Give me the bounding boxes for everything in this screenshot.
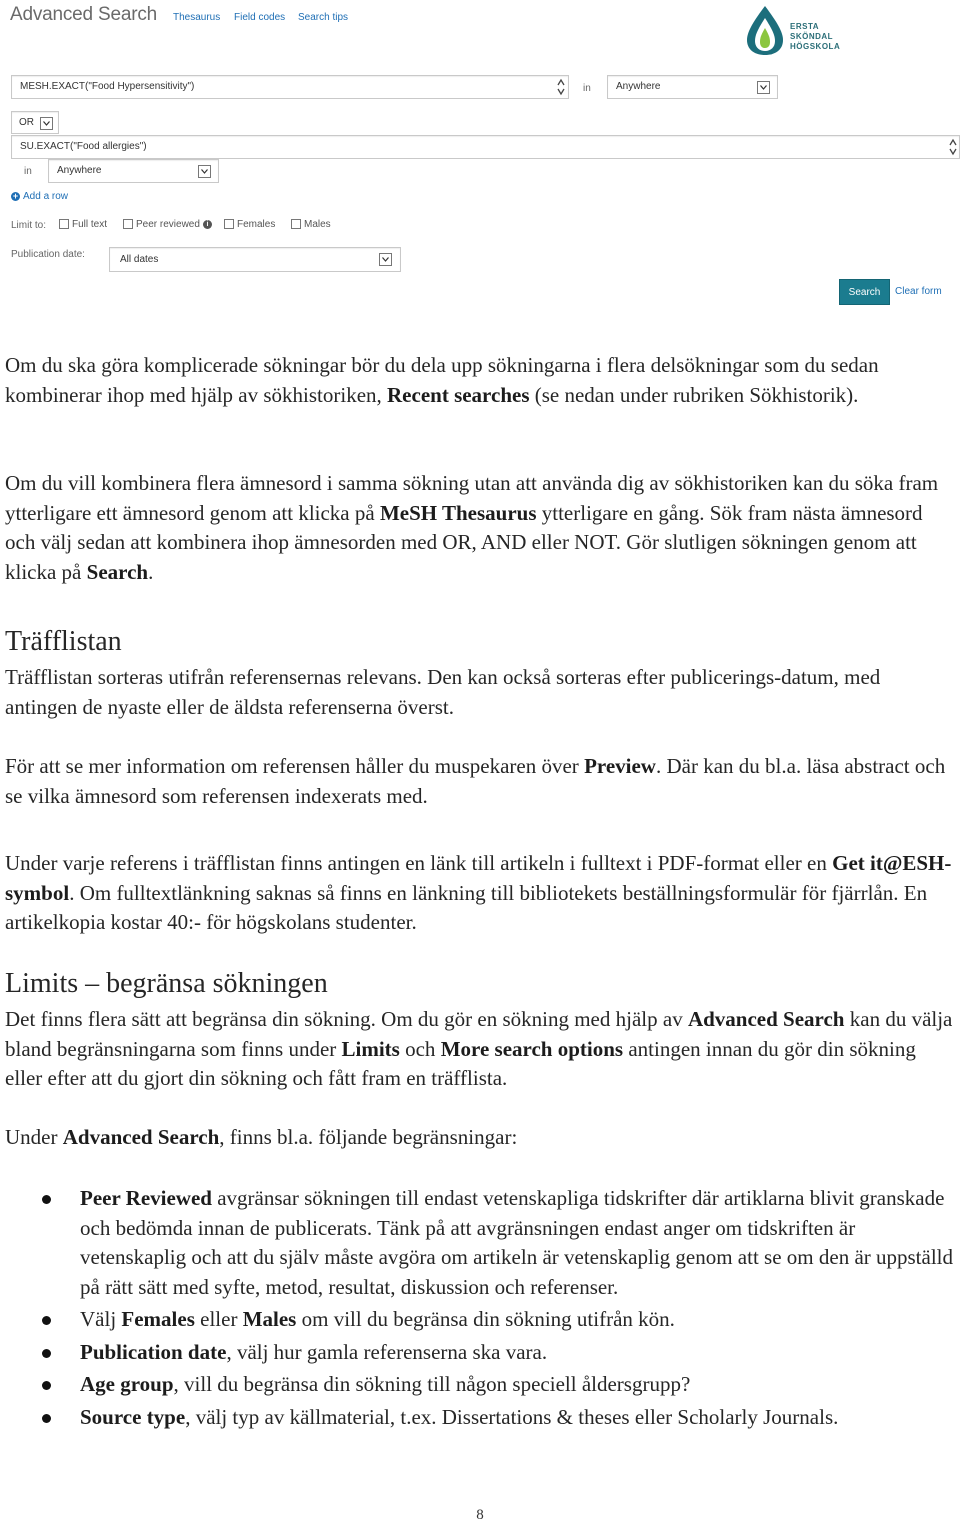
publication-date-select[interactable] — [109, 247, 401, 272]
list-item: Publication date, välj hur gamla referenserna ska vara. — [5, 1338, 957, 1368]
search-tips-link[interactable]: Search tips — [298, 12, 349, 23]
limit-peer-reviewed-label: Peer reviewed — [136, 219, 200, 230]
checkbox[interactable] — [291, 219, 301, 229]
row2-spinner-icon[interactable] — [948, 138, 957, 156]
get-it-esh-term: Get it@ESH-symbol — [5, 851, 952, 905]
query-row2-value: SU.EXACT("Food allergies") — [20, 141, 147, 152]
paragraph-preview: För att se mer information om referensen håller du muspekaren över Preview. Där kan du bl.a. läsa abstract och se vilka ämnesord som referensen indexerats med. — [5, 754, 946, 808]
limit-full-text-label: Full text — [72, 219, 108, 230]
paragraph-advanced-limits-intro: Under Advanced Search, finns bl.a. följande begränsningar: — [5, 1125, 518, 1149]
paragraph-combine-subjects: Om du vill kombinera flera ämnesord i samma sökning utan att använda dig av sökhistoriken kan du söka fram ytterligare ett ämnesord genom att klicka på MeSH Thesaurus ytterligare en gång. Sök fram nästa ämnesord och välj sedan att kombinera ihop ämnesorden med OR, AND eller NOT. Gör slutligen sökningen genom att klicka på Search. — [5, 471, 939, 584]
boolean-operator-select[interactable] — [11, 111, 59, 134]
row2-in-label: in — [24, 166, 32, 177]
plus-icon: + — [12, 190, 19, 201]
query-row1-value: MESH.EXACT("Food Hypersensitivity") — [20, 81, 195, 92]
thesaurus-link[interactable]: Thesaurus — [173, 12, 221, 23]
heading-limits: Limits – begränsa sökningen — [5, 968, 328, 999]
list-item: Peer Reviewed avgränsar sökningen till endast vetenskapliga tidskrifter där artiklarna blivit granskade och bedömda innan de publicerats. Tänk på att avgränsningen endast anger om tidskriften är vetenskaplig och att du själv måste avgöra om artikeln är vetenskaplig genom att se om den är uppställd på rätt sätt med syfte, metod, resultat, diskussion och referenser. — [5, 1184, 957, 1302]
checkbox[interactable] — [224, 219, 234, 229]
paragraph-limits: Det finns flera sätt att begränsa din sökning. Om du gör en sökning med hjälp av Advanced Search kan du välja bland begränsningarna som finns under Limits och More search options antingen innan du gör din sökning eller efter att du gjort din sökning och fått fram en träfflista. — [5, 1007, 953, 1090]
bullet-icon — [42, 1414, 51, 1423]
advanced-search-title: Advanced Search — [10, 4, 157, 25]
clear-form-link[interactable]: Clear form — [895, 286, 942, 297]
field-select-row2[interactable] — [48, 159, 219, 183]
page-number: 8 — [476, 1507, 484, 1523]
field-codes-link[interactable]: Field codes — [234, 12, 286, 23]
chevron-down-icon — [757, 81, 770, 94]
row1-in-label: in — [583, 83, 591, 94]
chevron-down-icon — [379, 253, 392, 266]
publication-date-label: Publication date: — [11, 249, 85, 260]
logo-line-1: ERSTA — [790, 22, 820, 31]
limits-bullet-list — [5, 1184, 957, 1435]
query-input-row1[interactable] — [11, 75, 569, 99]
paragraph-fulltext: Under varje referens i träfflistan finns antingen en länk till artikeln i fulltext i PDF-format eller en Get it@ESH-symbol. Om fulltextlänkning saknas så finns en länkning till bibliotekets beställningsformulär för fjärrlån. En artikelkopia kostar 40:- för högskolans studenter. — [5, 851, 952, 934]
bullet-icon — [42, 1349, 51, 1358]
paragraph-sorting: Träfflistan sorteras utifrån referensernas relevans. Den kan också sorteras efter publicerings-datum, med antingen de nyaste eller de äldsta referenserna överst. — [5, 665, 881, 719]
limit-females-label: Females — [237, 219, 276, 230]
bullet-icon — [42, 1381, 51, 1390]
limit-peer-reviewed[interactable] — [123, 219, 212, 230]
query-input-row2[interactable] — [11, 135, 960, 159]
paragraph-complex-searches: Om du ska göra komplicerade sökningar bör du dela upp sökningarna i flera delsökningar som du sedan kombinerar ihop med hjälp av sökhistoriken, Recent searches (se nedan under rubriken Sökhistorik). — [5, 353, 879, 407]
checkbox[interactable] — [59, 219, 69, 229]
field-select-row1[interactable] — [607, 75, 778, 99]
add-row-link[interactable] — [11, 191, 68, 202]
list-item: Age group, vill du begränsa din sökning till någon speciell åldersgrupp? — [5, 1370, 957, 1400]
operator-value: OR — [19, 117, 34, 128]
recent-searches-term: Recent searches — [387, 382, 530, 407]
heading-trafflistan: Träfflistan — [5, 626, 122, 657]
advanced-search-screenshot — [0, 0, 960, 310]
chevron-down-icon — [40, 117, 53, 130]
add-row-label: Add a row — [23, 191, 69, 202]
limit-to-label: Limit to: — [11, 220, 47, 231]
bullet-icon — [42, 1316, 51, 1325]
logo-line-2: SKÖNDAL — [790, 32, 834, 41]
list-item: Välj Females eller Males om vill du begränsa din sökning utifrån kön. — [5, 1305, 957, 1335]
limit-males[interactable] — [291, 219, 331, 230]
preview-term: Preview — [584, 754, 656, 778]
logo-wordmark — [790, 22, 840, 52]
checkbox[interactable] — [123, 219, 133, 229]
limit-full-text[interactable] — [59, 219, 107, 230]
bullet-icon — [42, 1195, 51, 1204]
row1-spinner-icon[interactable] — [556, 78, 565, 96]
chevron-down-icon — [198, 165, 211, 178]
list-item: Source type, välj typ av källmaterial, t.ex. Dissertations & theses eller Scholarly Journals. — [5, 1403, 957, 1433]
search-button[interactable]: Search — [839, 279, 890, 305]
field-row2-value: Anywhere — [57, 165, 102, 176]
publication-date-value: All dates — [120, 254, 159, 265]
mesh-thesaurus-term: MeSH Thesaurus — [379, 500, 537, 525]
logo-line-3: HÖGSKOLA — [790, 42, 841, 51]
limit-females[interactable] — [224, 219, 275, 230]
limit-males-label: Males — [304, 219, 331, 230]
info-icon[interactable]: i — [203, 220, 212, 229]
search-term: Search — [86, 559, 149, 584]
field-row1-value: Anywhere — [616, 81, 661, 92]
